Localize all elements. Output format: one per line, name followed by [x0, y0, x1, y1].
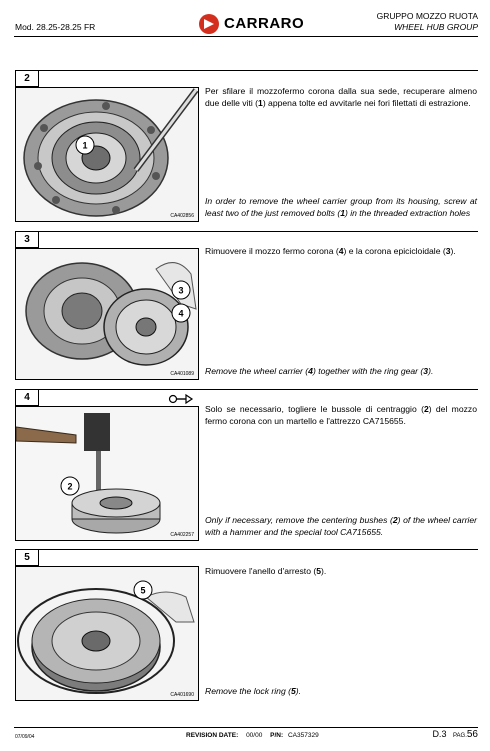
header-rule — [14, 36, 478, 37]
figure-code: CA401089 — [170, 371, 194, 377]
ref-number: 1 — [258, 97, 263, 108]
step-text-en — [205, 515, 477, 538]
step-text-it — [205, 566, 477, 578]
revision-value: 00/00 — [246, 732, 263, 739]
ref-number: 2 — [392, 515, 398, 525]
step-text-it — [205, 86, 477, 109]
ref-number: 3 — [445, 246, 451, 256]
callout-label: 3 — [178, 285, 184, 296]
step-text-en — [205, 366, 477, 378]
callout — [132, 579, 154, 601]
figure-step-5 — [15, 566, 199, 701]
text-part: ) in the threaded extraction holes — [344, 207, 471, 218]
step-text-it — [205, 404, 477, 427]
step-rule — [15, 549, 478, 550]
step-rule — [15, 231, 478, 232]
ref-number: 4 — [308, 366, 313, 376]
figure-step-3 — [15, 248, 199, 380]
page-number: 56 — [466, 729, 478, 740]
callout — [74, 134, 96, 156]
callout-label: 1 — [82, 140, 88, 151]
ref-number: 5 — [290, 686, 296, 696]
text-part: Remove the wheel carrier ( — [205, 366, 309, 376]
wheel-hub-illustration — [16, 88, 198, 221]
step-rule — [15, 389, 478, 390]
ref-number: 5 — [316, 566, 322, 576]
figure-code: CA402257 — [170, 532, 194, 538]
step-text-it — [205, 246, 477, 258]
footer-date: 07/09/04 — [15, 734, 35, 740]
text-part: ) del mozzo fermo corona con un martello e l'attrezzo CA715655. — [205, 404, 477, 426]
model-label: Mod. 28.25-28.25 FR — [15, 22, 96, 32]
figure-step-2 — [15, 87, 199, 222]
step-text-en — [205, 196, 477, 219]
text-part: Per sfilare il mozzofermo corona dalla sua sede, recuperare almeno due delle viti ( — [205, 86, 477, 108]
text-part: Rimuovere il mozzo fermo corona ( — [205, 246, 339, 256]
callout-label: 2 — [67, 481, 73, 492]
ref-number: 4 — [338, 246, 344, 256]
text-part: ). — [450, 246, 456, 256]
text-part: Rimuovere l'anello d'arresto ( — [205, 566, 317, 576]
text-part: In order to remove the wheel carrier group from its housing, screw at least two of the just removed bolts ( — [205, 196, 477, 218]
text-part: Only if necessary, remove the centering bushes ( — [205, 515, 393, 525]
pn-label: P/N: — [270, 732, 284, 739]
text-part: Solo se necessario, togliere le bussole di centraggio ( — [205, 404, 424, 414]
callout-label: 4 — [178, 308, 184, 319]
brand-name: CARRARO — [224, 15, 305, 32]
pn-value: CA357329 — [287, 732, 319, 739]
text-part: ). — [295, 686, 302, 696]
text-part: ) of the wheel carrier with a hammer and the special tool CA715655. — [205, 515, 477, 537]
callout — [170, 302, 192, 324]
page-label: PAG. — [452, 733, 467, 739]
section-code: D.3 — [432, 729, 447, 739]
ref-number: 1 — [340, 207, 345, 218]
hammer-tool-illustration — [16, 407, 198, 540]
figure-code: CA402856 — [170, 213, 194, 219]
step-text-en — [205, 686, 477, 698]
text-part: ). — [321, 566, 327, 576]
step-number: 2 — [15, 70, 39, 87]
figure-step-4 — [15, 406, 199, 541]
step-number: 3 — [15, 231, 39, 248]
callout — [59, 475, 81, 497]
group-title-it: GRUPPO MOZZO RUOTA — [376, 11, 478, 21]
ref-number: 2 — [423, 404, 429, 414]
footer-revision — [186, 732, 319, 739]
text-part: ). — [428, 366, 434, 376]
step-rule — [15, 70, 478, 71]
lock-ring-illustration — [16, 567, 198, 700]
step-number: 4 — [15, 389, 39, 406]
callout-label: 5 — [140, 585, 146, 596]
text-part: Remove the lock ring ( — [205, 686, 291, 696]
footer-page — [432, 729, 478, 740]
ref-number: 3 — [423, 366, 429, 376]
group-title-en: WHEEL HUB GROUP — [394, 22, 478, 32]
text-part: ) together with the ring gear ( — [312, 366, 424, 376]
text-part: ) appena tolte ed avvitarle nei fori filettati di estrazione. — [262, 97, 471, 108]
special-tool-icon — [168, 393, 194, 405]
group-title — [377, 11, 478, 33]
step-number: 5 — [15, 549, 39, 566]
text-part: ) e la corona epicicloidale ( — [343, 246, 446, 256]
footer-rule — [14, 727, 478, 728]
revision-label: REVISION DATE: — [186, 732, 239, 739]
figure-code: CA401690 — [170, 692, 194, 698]
callout — [170, 279, 192, 301]
